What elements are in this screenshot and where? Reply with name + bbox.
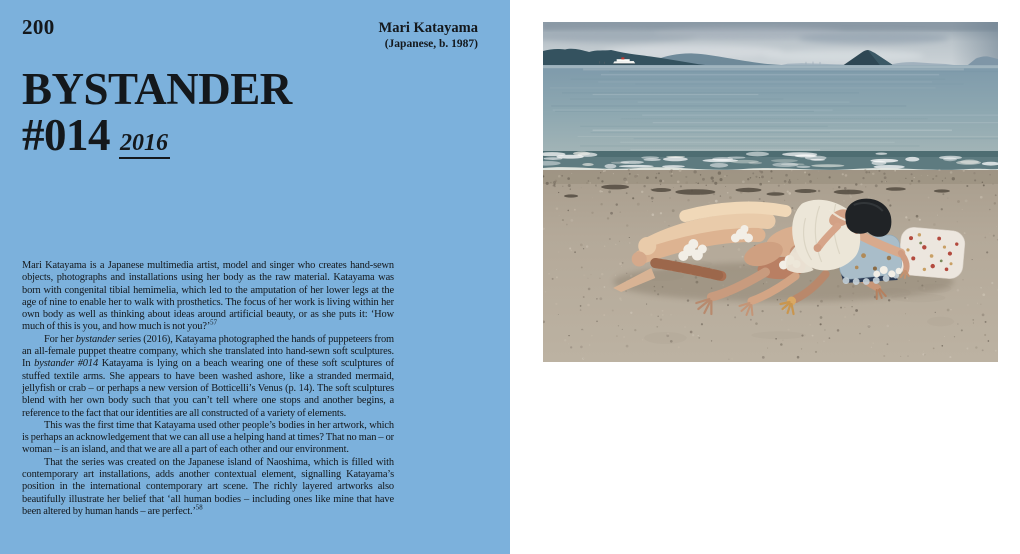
artwork-photograph <box>543 22 998 362</box>
artwork-title <box>22 66 292 159</box>
artist-details: (Japanese, b. 1987) <box>384 37 478 50</box>
paragraph-2: For her bystander series (2016), Katayama photographed the hands of puppeteers from an all-female puppet theatre company, which she translated into hand-sewn soft sculptures. In bystander #014 Katayama is lying on a beach wearing one of these soft sculptures of stuffed textile arms. She appears to have been washed ashore, like a stranded mermaid, jellyfish or crab – or perhaps a new version of Botticelli’s Venus (p. 14). The soft sculptures blend with her own body such that you can’t tell where one stops and another begins, a reference to the fact that our identities are all constructed of a variety of elements. <box>22 333 394 419</box>
paragraph-4: That the series was created on the Japanese island of Naoshima, which is filled with contemporary art installations, adds another contextual element, signalling Katayama’s position in the international contemporary art scene. The richly layered artworks also beautifully illustrate her belief that ‘all human bodies – including ones like mine that have been altered by human hands – are perfect.’$^{58}$ <box>22 456 394 517</box>
artwork-title-line2 <box>22 112 292 159</box>
artwork-title-number: #014 <box>22 110 110 160</box>
body-text <box>22 260 394 518</box>
limb-end-2 <box>632 252 647 267</box>
paragraph-1: Mari Katayama is a Japanese multimedia artist, model and singer who creates hand-sewn objects, photographs and installations using her body as the raw material. Katayama was born with congenital tibial hemimelia, which led to the amputation of her lower legs at the age of nine to enable her to walk with prosthetics. The focus of her work is living within her own body as well as thinking about ideas around artificial beauty, or as she puts it: ‘How much of this is you, and how much is not you?’$^{57}$ <box>22 260 394 333</box>
page-number: 200 <box>22 15 55 39</box>
artwork-title-line1: BYSTANDER <box>22 64 292 114</box>
paragraph-3: This was the first time that Katayama used other people’s bodies in her artwork, which is perhaps an acknowledgement that we can all use a helping hand at times? That no man – or woman – is an island, and that we are all a part of each other and our environment. <box>22 419 394 456</box>
sea <box>543 65 998 153</box>
artist-block <box>379 20 478 51</box>
artist-name: Mari Katayama <box>378 20 478 36</box>
right-page <box>510 0 1020 554</box>
bent-hand <box>814 244 822 252</box>
artwork-year: 2016 <box>119 131 170 159</box>
